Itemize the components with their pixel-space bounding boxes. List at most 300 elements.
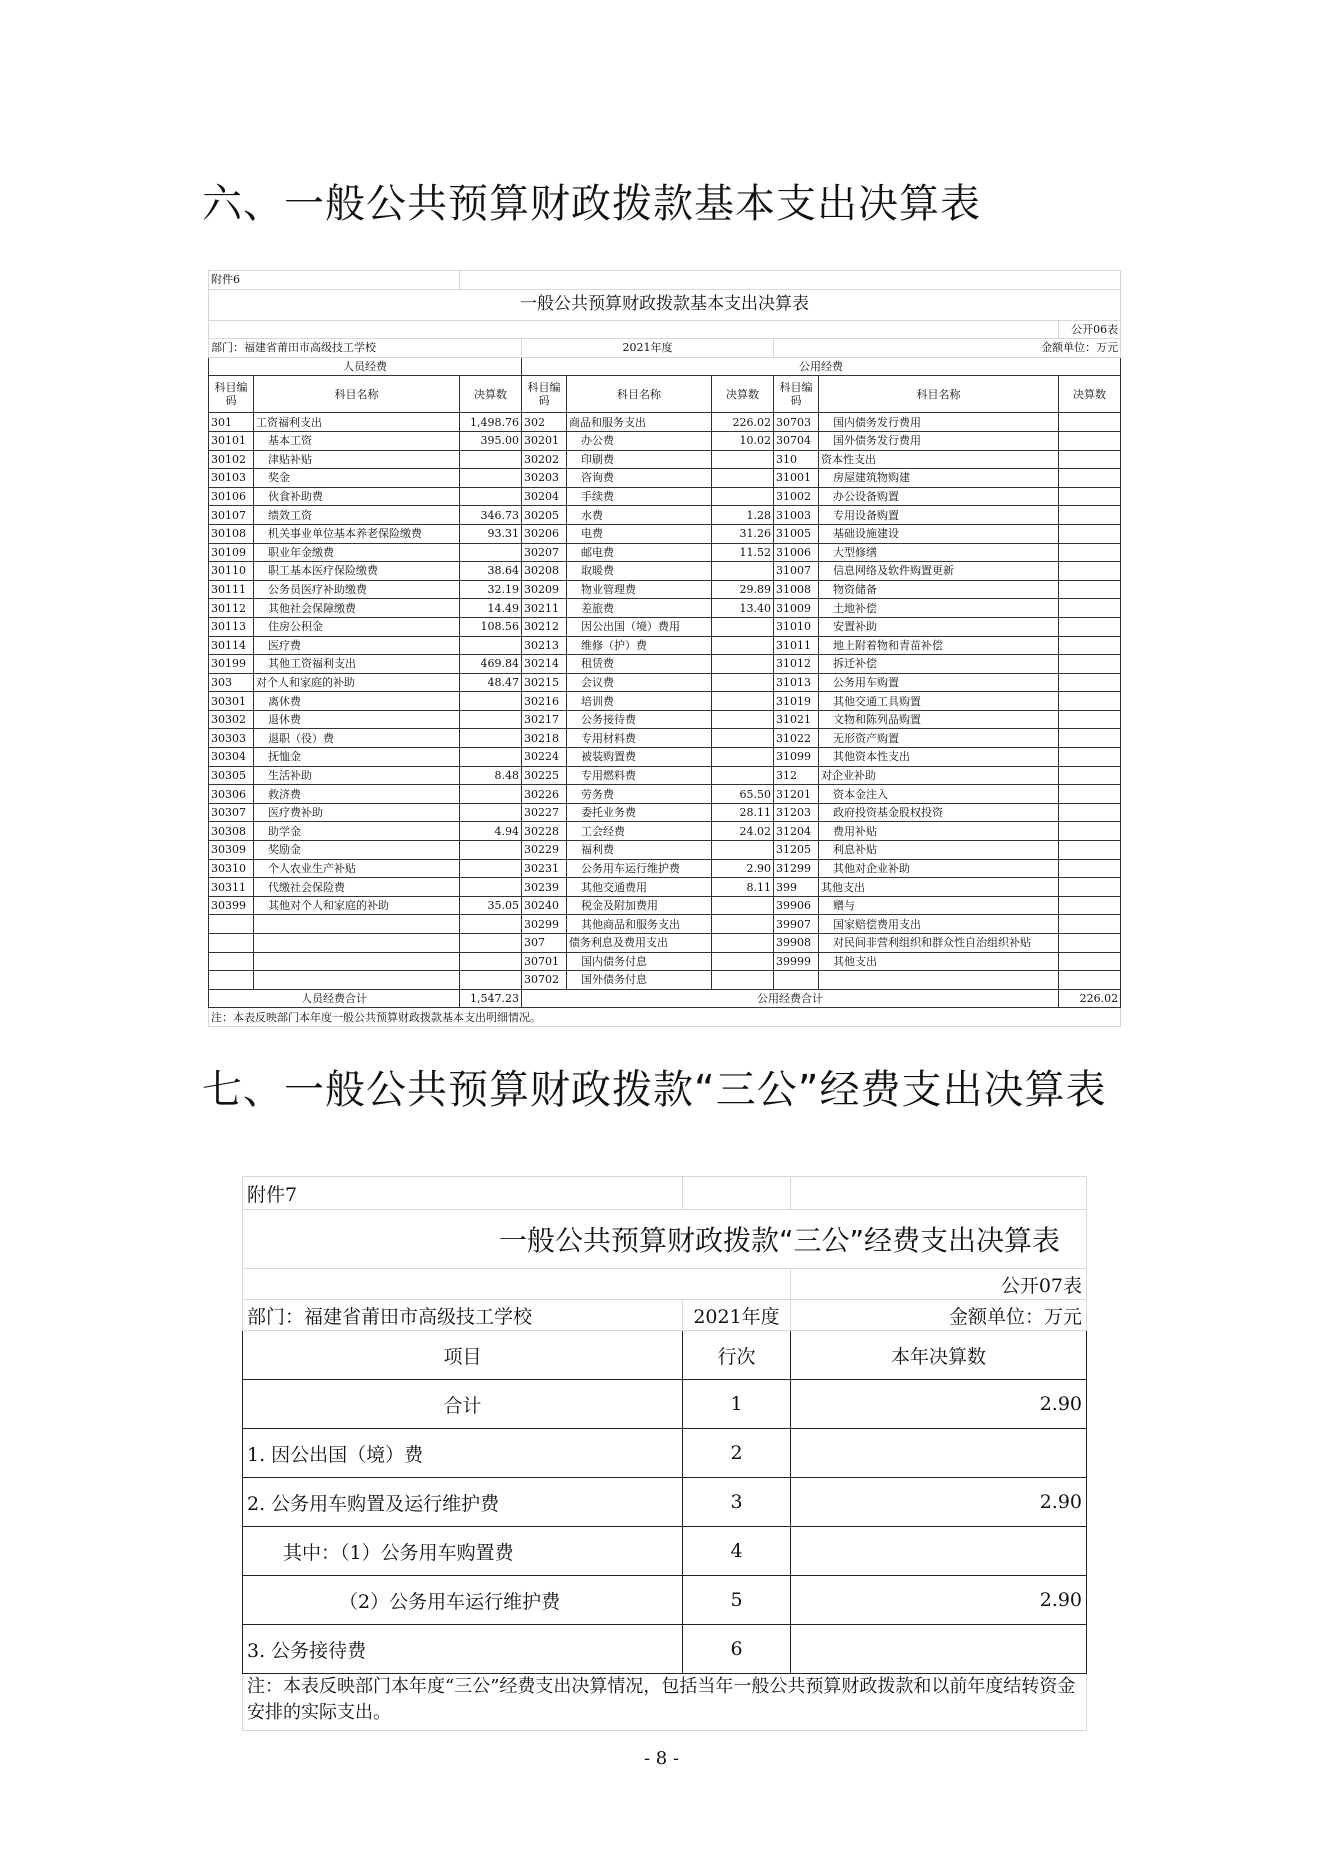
cell-amount [712, 841, 774, 860]
cell-item: 其中：（1）公务用车购置费 [243, 1527, 683, 1576]
cell-name: 医疗费补助 [254, 803, 460, 822]
table-row [209, 859, 1121, 878]
cell-name [254, 915, 460, 934]
cell-code: 30702 [522, 971, 567, 990]
cell-amount [460, 934, 522, 953]
cell-amount [712, 692, 774, 711]
cell-code: 30307 [209, 803, 254, 822]
cell-name: 水费 [567, 506, 712, 525]
cell-name: 大型修缮 [819, 543, 1059, 562]
cell-amount [460, 859, 522, 878]
cell-name: 福利费 [567, 841, 712, 860]
cell-name: 个人农业生产补贴 [254, 859, 460, 878]
cell-amount [1059, 822, 1121, 841]
table-note: 注：本表反映部门本年度一般公共预算财政拨款基本支出明细情况。 [209, 1008, 1121, 1027]
cell-name: 税金及附加费用 [567, 896, 712, 915]
cell-amount: 395.00 [460, 431, 522, 450]
cell-amount: 11.52 [712, 543, 774, 562]
table-code: 公开07表 [791, 1269, 1087, 1300]
cell-code [209, 915, 254, 934]
cell-name: 被装购置费 [567, 748, 712, 767]
cell-code: 30224 [522, 748, 567, 767]
cell-amount [1059, 748, 1121, 767]
cell-amount [460, 636, 522, 655]
cell-amount [460, 469, 522, 488]
cell-code: 30207 [522, 543, 567, 562]
cell-code: 30203 [522, 469, 567, 488]
cell-code: 303 [209, 673, 254, 692]
cell-name: 委托业务费 [567, 803, 712, 822]
table-row [209, 896, 1121, 915]
cell-amount [712, 617, 774, 636]
cell-row: 3 [683, 1478, 791, 1527]
table-note: 注：本表反映部门本年度“三公”经费支出决算情况，包括当年一般公共预算财政拨款和以前年度结转资金安排的实际支出。 [243, 1674, 1087, 1731]
cell-name: 赠与 [819, 896, 1059, 915]
cell-name: 拆迁补偿 [819, 655, 1059, 674]
cell-name: 工资福利支出 [254, 413, 460, 432]
attachment-label: 附件7 [243, 1177, 683, 1210]
cell-amount [460, 803, 522, 822]
cell-name: 咨询费 [567, 469, 712, 488]
cell-amount: 2.90 [712, 859, 774, 878]
cell-code: 30226 [522, 785, 567, 804]
cell-name: 公务接待费 [567, 710, 712, 729]
cell-name: 手续费 [567, 487, 712, 506]
cell-code: 30225 [522, 766, 567, 785]
cell-name: 电费 [567, 524, 712, 543]
cell-name: 奖金 [254, 469, 460, 488]
cell-amount [460, 748, 522, 767]
cell-code: 30305 [209, 766, 254, 785]
cell-name: 政府投资基金股权投资 [819, 803, 1059, 822]
table-row [209, 841, 1121, 860]
cell-amount [712, 729, 774, 748]
cell-code: 30240 [522, 896, 567, 915]
cell-code: 31011 [774, 636, 819, 655]
cell-code: 30204 [522, 487, 567, 506]
cell-code: 30310 [209, 859, 254, 878]
cell-amount: 2.90 [791, 1478, 1087, 1527]
table-row [209, 599, 1121, 618]
cell-code: 31001 [774, 469, 819, 488]
cell-code: 30239 [522, 878, 567, 897]
cell-amount [712, 952, 774, 971]
cell-name: 对企业补助 [819, 766, 1059, 785]
table-row [209, 692, 1121, 711]
cell-name: 维修（护）费 [567, 636, 712, 655]
col-header-name: 科目名称 [254, 376, 460, 413]
cell-code: 30103 [209, 469, 254, 488]
cell-code: 30399 [209, 896, 254, 915]
cell-code: 30112 [209, 599, 254, 618]
col-header-code: 科目编码 [209, 376, 254, 413]
cell-amount [1059, 543, 1121, 562]
cell-row: 4 [683, 1527, 791, 1576]
col-header-amount: 决算数 [460, 376, 522, 413]
cell-name: 信息网络及软件购置更新 [819, 562, 1059, 581]
year-label: 2021年度 [683, 1300, 791, 1331]
cell-amount: 29.89 [712, 580, 774, 599]
cell-code: 30308 [209, 822, 254, 841]
cell-name: 培训费 [567, 692, 712, 711]
cell-amount: 1,498.76 [460, 413, 522, 432]
table-row [243, 1625, 1087, 1674]
cell-code: 30701 [522, 952, 567, 971]
total-personnel-label: 人员经费合计 [209, 989, 460, 1008]
cell-amount [712, 896, 774, 915]
cell-code: 31008 [774, 580, 819, 599]
cell-amount [460, 692, 522, 711]
cell-code: 30101 [209, 431, 254, 450]
table-row [243, 1380, 1087, 1429]
cell-amount: 469.84 [460, 655, 522, 674]
cell-amount [1059, 469, 1121, 488]
cell-amount [460, 952, 522, 971]
table-row [243, 1576, 1087, 1625]
table-row [209, 636, 1121, 655]
table-row [209, 729, 1121, 748]
col-header-name: 科目名称 [567, 376, 712, 413]
table-row [209, 469, 1121, 488]
cell-name: 国家赔偿费用支出 [819, 915, 1059, 934]
col-header-amount: 本年决算数 [791, 1331, 1087, 1380]
cell-name: 土地补偿 [819, 599, 1059, 618]
attachment-label: 附件6 [209, 271, 460, 290]
cell-code: 31002 [774, 487, 819, 506]
cell-amount [1059, 841, 1121, 860]
cell-name: 取暖费 [567, 562, 712, 581]
cell-amount [460, 971, 522, 990]
cell-amount: 2.90 [791, 1380, 1087, 1429]
table-body [243, 1380, 1087, 1674]
cell-name: 其他对个人和家庭的补助 [254, 896, 460, 915]
cell-code: 31204 [774, 822, 819, 841]
cell-item: 3. 公务接待费 [243, 1625, 683, 1674]
cell-amount [791, 1527, 1087, 1576]
cell-code: 30102 [209, 450, 254, 469]
cell-name: 助学金 [254, 822, 460, 841]
table-row [209, 562, 1121, 581]
cell-code: 31019 [774, 692, 819, 711]
cell-name [819, 971, 1059, 990]
cell-amount [712, 748, 774, 767]
cell-code: 31012 [774, 655, 819, 674]
cell-amount: 1.28 [712, 506, 774, 525]
cell-name: 其他交通费用 [567, 878, 712, 897]
cell-name: 绩效工资 [254, 506, 460, 525]
cell-code: 30201 [522, 431, 567, 450]
cell-code: 31010 [774, 617, 819, 636]
col-header-code: 科目编码 [522, 376, 567, 413]
group-public: 公用经费 [522, 357, 1121, 376]
cell-code: 31007 [774, 562, 819, 581]
cell-code: 30212 [522, 617, 567, 636]
table-row [209, 655, 1121, 674]
cell-name: 职工基本医疗保险缴费 [254, 562, 460, 581]
table-row [209, 413, 1121, 432]
cell-code: 399 [774, 878, 819, 897]
cell-code: 30229 [522, 841, 567, 860]
cell-amount: 31.26 [712, 524, 774, 543]
cell-code: 30216 [522, 692, 567, 711]
cell-name: 救济费 [254, 785, 460, 804]
cell-code: 30309 [209, 841, 254, 860]
cell-code: 31022 [774, 729, 819, 748]
cell-name: 国内债务付息 [567, 952, 712, 971]
cell-amount [460, 841, 522, 860]
cell-code: 30306 [209, 785, 254, 804]
cell-amount [460, 915, 522, 934]
cell-amount [1059, 562, 1121, 581]
cell-name: 生活补助 [254, 766, 460, 785]
cell-name: 会议费 [567, 673, 712, 692]
cell-amount [1059, 896, 1121, 915]
table-row [243, 1429, 1087, 1478]
cell-name: 专用设备购置 [819, 506, 1059, 525]
cell-name: 差旅费 [567, 599, 712, 618]
cell-amount [712, 934, 774, 953]
cell-code: 39906 [774, 896, 819, 915]
cell-amount [1059, 766, 1121, 785]
cell-amount [712, 450, 774, 469]
table-row [209, 822, 1121, 841]
cell-amount [460, 785, 522, 804]
unit-label: 金额单位：万元 [791, 1300, 1087, 1331]
section-heading-6: 六、一般公共预算财政拨款基本支出决算表 [202, 181, 981, 227]
table-body [209, 413, 1121, 989]
table-row [243, 1478, 1087, 1527]
cell-name: 资本性支出 [819, 450, 1059, 469]
cell-name: 专用材料费 [567, 729, 712, 748]
cell-name: 其他资本性支出 [819, 748, 1059, 767]
cell-name: 其他对企业补助 [819, 859, 1059, 878]
cell-code: 312 [774, 766, 819, 785]
cell-amount: 28.11 [712, 803, 774, 822]
cell-amount [1059, 617, 1121, 636]
cell-amount [712, 562, 774, 581]
cell-name: 代缴社会保险费 [254, 878, 460, 897]
cell-amount [1059, 859, 1121, 878]
cell-amount [1059, 692, 1121, 711]
table-row [209, 971, 1121, 990]
cell-amount [791, 1429, 1087, 1478]
cell-amount [1059, 524, 1121, 543]
table-row [209, 506, 1121, 525]
cell-name: 物业管理费 [567, 580, 712, 599]
section-heading-7: 七、一般公共预算财政拨款“三公”经费支出决算表 [202, 1067, 1107, 1113]
cell-amount [460, 450, 522, 469]
cell-name: 其他商品和服务支出 [567, 915, 712, 934]
cell-code: 30214 [522, 655, 567, 674]
cell-amount [1059, 934, 1121, 953]
total-public-label: 公用经费合计 [522, 989, 1059, 1008]
cell-amount [1059, 431, 1121, 450]
cell-name: 公务员医疗补助缴费 [254, 580, 460, 599]
cell-code: 30213 [522, 636, 567, 655]
cell-name: 劳务费 [567, 785, 712, 804]
table-row [209, 673, 1121, 692]
cell-name: 办公费 [567, 431, 712, 450]
cell-name: 公务用车运行维护费 [567, 859, 712, 878]
table-row [209, 524, 1121, 543]
cell-code: 30299 [522, 915, 567, 934]
cell-code: 30113 [209, 617, 254, 636]
cell-name [254, 952, 460, 971]
cell-code: 307 [522, 934, 567, 953]
cell-name: 其他社会保障缴费 [254, 599, 460, 618]
table-row [209, 878, 1121, 897]
cell-amount [712, 655, 774, 674]
cell-amount: 32.19 [460, 580, 522, 599]
table-row [209, 934, 1121, 953]
table-row [209, 450, 1121, 469]
table-row [209, 710, 1121, 729]
cell-name: 房屋建筑物购建 [819, 469, 1059, 488]
year-label: 2021年度 [522, 339, 774, 358]
cell-code: 39908 [774, 934, 819, 953]
cell-code: 31006 [774, 543, 819, 562]
cell-amount: 8.48 [460, 766, 522, 785]
cell-code: 301 [209, 413, 254, 432]
cell-name: 因公出国（境）费用 [567, 617, 712, 636]
cell-code: 30208 [522, 562, 567, 581]
cell-name: 对个人和家庭的补助 [254, 673, 460, 692]
cell-name [254, 971, 460, 990]
cell-name: 其他支出 [819, 952, 1059, 971]
cell-item: （2）公务用车运行维护费 [243, 1576, 683, 1625]
group-personnel: 人员经费 [209, 357, 522, 376]
cell-amount [712, 971, 774, 990]
cell-name: 国外债务发行费用 [819, 431, 1059, 450]
cell-code: 39999 [774, 952, 819, 971]
cell-code: 30215 [522, 673, 567, 692]
cell-code: 30108 [209, 524, 254, 543]
cell-item: 1. 因公出国（境）费 [243, 1429, 683, 1478]
cell-amount [1059, 673, 1121, 692]
cell-name: 伙食补助费 [254, 487, 460, 506]
cell-code: 30217 [522, 710, 567, 729]
cell-code: 30218 [522, 729, 567, 748]
cell-name: 费用补贴 [819, 822, 1059, 841]
cell-amount: 13.40 [712, 599, 774, 618]
basic-expenditure-table [208, 270, 1120, 1027]
cell-name: 工会经费 [567, 822, 712, 841]
cell-amount [460, 710, 522, 729]
cell-name: 商品和服务支出 [567, 413, 712, 432]
cell-code: 30111 [209, 580, 254, 599]
cell-amount [1059, 878, 1121, 897]
cell-code: 31299 [774, 859, 819, 878]
cell-code: 30303 [209, 729, 254, 748]
table-row [209, 915, 1121, 934]
col-header-amount: 决算数 [712, 376, 774, 413]
table-row [209, 952, 1121, 971]
cell-amount [1059, 915, 1121, 934]
table-row [209, 431, 1121, 450]
cell-code: 30227 [522, 803, 567, 822]
table-row [209, 580, 1121, 599]
cell-code: 30231 [522, 859, 567, 878]
cell-name: 资本金注入 [819, 785, 1059, 804]
cell-code: 31003 [774, 506, 819, 525]
cell-name: 基本工资 [254, 431, 460, 450]
cell-amount: 48.47 [460, 673, 522, 692]
cell-name: 邮电费 [567, 543, 712, 562]
cell-amount [1059, 785, 1121, 804]
cell-name: 公务用车购置 [819, 673, 1059, 692]
cell-amount [1059, 710, 1121, 729]
cell-code: 30704 [774, 431, 819, 450]
cell-name: 专用燃料费 [567, 766, 712, 785]
cell-code: 31205 [774, 841, 819, 860]
cell-amount: 93.31 [460, 524, 522, 543]
cell-name: 文物和陈列品购置 [819, 710, 1059, 729]
cell-name: 住房公积金 [254, 617, 460, 636]
cell-code [209, 934, 254, 953]
cell-code [209, 971, 254, 990]
cell-name: 抚恤金 [254, 748, 460, 767]
cell-amount [460, 878, 522, 897]
cell-name [254, 934, 460, 953]
cell-name: 地上附着物和青苗补偿 [819, 636, 1059, 655]
table-row [243, 1527, 1087, 1576]
cell-amount [791, 1625, 1087, 1674]
cell-amount: 346.73 [460, 506, 522, 525]
cell-amount: 8.11 [712, 878, 774, 897]
cell-name: 国外债务付息 [567, 971, 712, 990]
cell-name: 退职（役）费 [254, 729, 460, 748]
table-row [209, 748, 1121, 767]
cell-name: 租赁费 [567, 655, 712, 674]
cell-code: 31201 [774, 785, 819, 804]
cell-amount [1059, 450, 1121, 469]
cell-code: 30703 [774, 413, 819, 432]
cell-code: 30199 [209, 655, 254, 674]
cell-name: 其他交通工具购置 [819, 692, 1059, 711]
cell-name: 债务利息及费用支出 [567, 934, 712, 953]
cell-code: 31013 [774, 673, 819, 692]
table-row [209, 487, 1121, 506]
dept-label: 部门：福建省莆田市高级技工学校 [243, 1300, 683, 1331]
total-public-value: 226.02 [1059, 989, 1121, 1008]
cell-name: 津贴补贴 [254, 450, 460, 469]
cell-amount [1059, 655, 1121, 674]
cell-code: 30202 [522, 450, 567, 469]
cell-code: 30205 [522, 506, 567, 525]
cell-code: 31203 [774, 803, 819, 822]
cell-name: 物资储备 [819, 580, 1059, 599]
cell-row: 6 [683, 1625, 791, 1674]
cell-name: 其他支出 [819, 878, 1059, 897]
table-title: 一般公共预算财政拨款“三公”经费支出决算表 [243, 1210, 1087, 1269]
cell-item: 合计 [243, 1380, 683, 1429]
cell-amount [1059, 803, 1121, 822]
cell-code: 31021 [774, 710, 819, 729]
cell-code: 39907 [774, 915, 819, 934]
cell-code: 30311 [209, 878, 254, 897]
cell-code: 30107 [209, 506, 254, 525]
cell-code: 30302 [209, 710, 254, 729]
cell-code: 30110 [209, 562, 254, 581]
cell-amount [1059, 487, 1121, 506]
cell-row: 2 [683, 1429, 791, 1478]
col-header-row: 行次 [683, 1331, 791, 1380]
cell-name: 无形资产购置 [819, 729, 1059, 748]
cell-amount [712, 710, 774, 729]
table-row [209, 785, 1121, 804]
cell-amount [460, 543, 522, 562]
cell-name: 医疗费 [254, 636, 460, 655]
